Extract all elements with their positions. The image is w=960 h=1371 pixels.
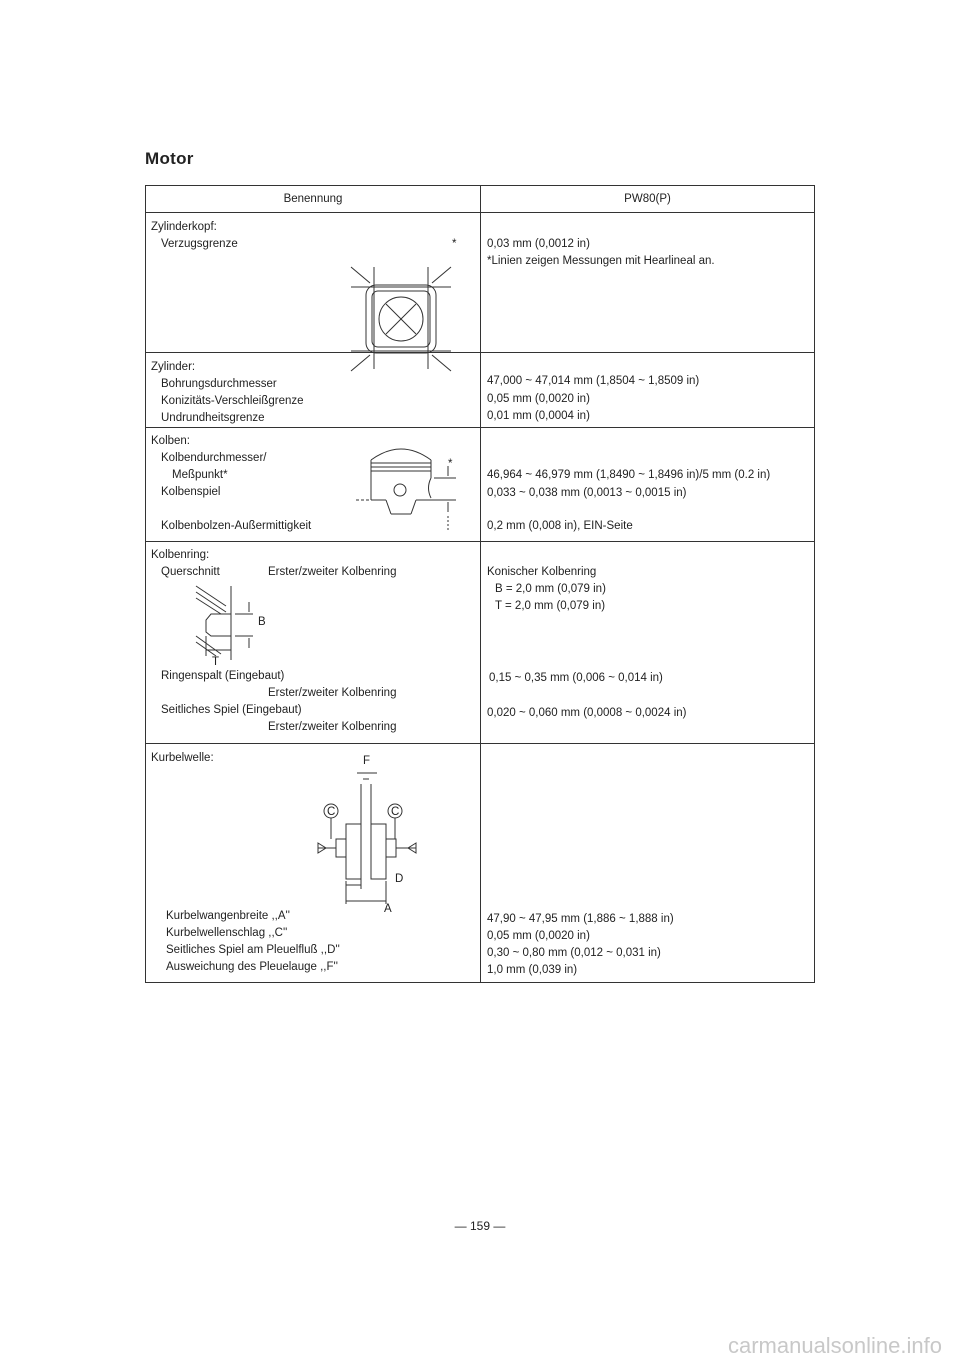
querschnitt-label: Querschnitt <box>161 566 220 578</box>
zylinder-label-cell <box>146 353 481 428</box>
label-c-right: C <box>391 806 400 818</box>
piston-diagram <box>356 438 466 533</box>
header-benennung: Benennung <box>146 186 481 213</box>
label-b: B <box>258 616 266 628</box>
ringenspalt-sub-label: Erster/zweiter Kolbenring <box>268 687 397 699</box>
ringenspalt-label: Ringenspalt (Eingebaut) <box>161 670 285 682</box>
kolben-heading: Kolben: <box>151 435 191 447</box>
verzugsgrenze-star: * <box>452 238 457 250</box>
pleuelfluss-label: Seitliches Spiel am Pleuelfluß ,,D'' <box>166 944 340 956</box>
spec-table <box>145 185 815 983</box>
zylinder-value-cell <box>481 353 815 428</box>
kolbenring-value-cell <box>481 542 815 744</box>
kurbelwelle-heading: Kurbelwelle: <box>151 752 214 764</box>
bohrung-value: 47,000 ~ 47,014 mm (1,8504 ~ 1,8509 in) <box>487 375 700 387</box>
pleuelauge-value: 1,0 mm (0,039 in) <box>487 964 578 976</box>
section-title: Motor <box>145 149 194 168</box>
table-header-row <box>146 186 815 213</box>
kolben-label-cell <box>146 428 481 542</box>
crankshaft-diagram <box>316 769 456 909</box>
unrundheit-label: Undrundheitsgrenze <box>161 412 265 424</box>
label-t: T <box>212 656 220 668</box>
zylinder-heading: Zylinder: <box>151 361 196 373</box>
unrundheit-value: 0,01 mm (0,0004 in) <box>487 410 590 422</box>
label-f: F <box>363 755 371 767</box>
row-kurbelwelle <box>146 744 815 983</box>
kurbelwelle-value-cell <box>481 744 815 983</box>
ring-type-value: Konischer Kolbenring <box>487 566 597 578</box>
kolbenbolzen-value: 0,2 mm (0,008 in), EIN-Seite <box>487 520 633 532</box>
kurbelwangenbreite-value: 47,90 ~ 47,95 mm (1,886 ~ 1,888 in) <box>487 913 674 925</box>
header-model: PW80(P) <box>481 186 815 213</box>
kurbelwelle-label-cell <box>146 744 481 983</box>
label-c-left: C <box>327 806 336 818</box>
kolbenring-heading: Kolbenring: <box>151 549 210 561</box>
messpunkt-label: Meßpunkt* <box>172 469 228 481</box>
konizitaet-value: 0,05 mm (0,0020 in) <box>487 393 590 405</box>
kolben-star: * <box>448 458 453 470</box>
label-a: A <box>384 903 392 915</box>
kurbelwellenschlag-label: Kurbelwellenschlag ,,C'' <box>166 927 288 939</box>
seitliches-spiel-label: Seitliches Spiel (Eingebaut) <box>161 704 302 716</box>
verzugsgrenze-label: Verzugsgrenze <box>161 238 238 250</box>
verzugsgrenze-value: 0,03 mm (0,0012 in) <box>487 238 590 250</box>
seitliches-spiel-value: 0,020 ~ 0,060 mm (0,0008 ~ 0,0024 in) <box>487 707 687 719</box>
label-d: D <box>395 873 404 885</box>
watermark: carmanualsonline.info <box>727 1333 942 1358</box>
seitliches-spiel-sub-label: Erster/zweiter Kolbenring <box>268 721 397 733</box>
konizitaet-label: Konizitäts-Verschleißgrenze <box>161 395 304 407</box>
zylinderkopf-value-cell <box>481 213 815 353</box>
row-kolben <box>146 428 815 542</box>
kolbenspiel-label: Kolbenspiel <box>161 486 221 498</box>
kolbenspiel-value: 0,033 ~ 0,038 mm (0,0013 ~ 0,0015 in) <box>487 487 687 499</box>
kolbendurchmesser-value: 46,964 ~ 46,979 mm (1,8490 ~ 1,8496 in)/5 mm (0.2 in) <box>487 469 771 481</box>
row-kolbenring <box>146 542 815 744</box>
row-zylinderkopf <box>146 213 815 353</box>
ring-t-value: T = 2,0 mm (0,079 in) <box>495 600 606 612</box>
row-zylinder <box>146 353 815 428</box>
kolbenring-label-cell <box>146 542 481 744</box>
pleuelfluss-value: 0,30 ~ 0,80 mm (0,012 ~ 0,031 in) <box>487 947 661 959</box>
zylinderkopf-label-cell <box>146 213 481 353</box>
kolbenbolzen-label: Kolbenbolzen-Außermittigkeit <box>161 520 312 532</box>
kurbelwangenbreite-label: Kurbelwangenbreite ,,A'' <box>166 910 290 922</box>
pleuelauge-label: Ausweichung des Pleuelauge ,,F'' <box>166 961 338 973</box>
hearlineal-note: *Linien zeigen Messungen mit Hearlineal an. <box>487 255 715 267</box>
page-number: — 159 — <box>454 1219 506 1233</box>
ring-b-value: B = 2,0 mm (0,079 in) <box>495 583 606 595</box>
ringenspalt-value: 0,15 ~ 0,35 mm (0,006 ~ 0,014 in) <box>489 672 663 684</box>
ring-type-label: Erster/zweiter Kolbenring <box>268 566 397 578</box>
kolbendurchmesser-label: Kolbendurchmesser/ <box>161 452 267 464</box>
kolben-value-cell <box>481 428 815 542</box>
zylinderkopf-heading: Zylinderkopf: <box>151 221 217 233</box>
bohrung-label: Bohrungsdurchmesser <box>161 378 277 390</box>
kurbelwellenschlag-value: 0,05 mm (0,0020 in) <box>487 930 590 942</box>
